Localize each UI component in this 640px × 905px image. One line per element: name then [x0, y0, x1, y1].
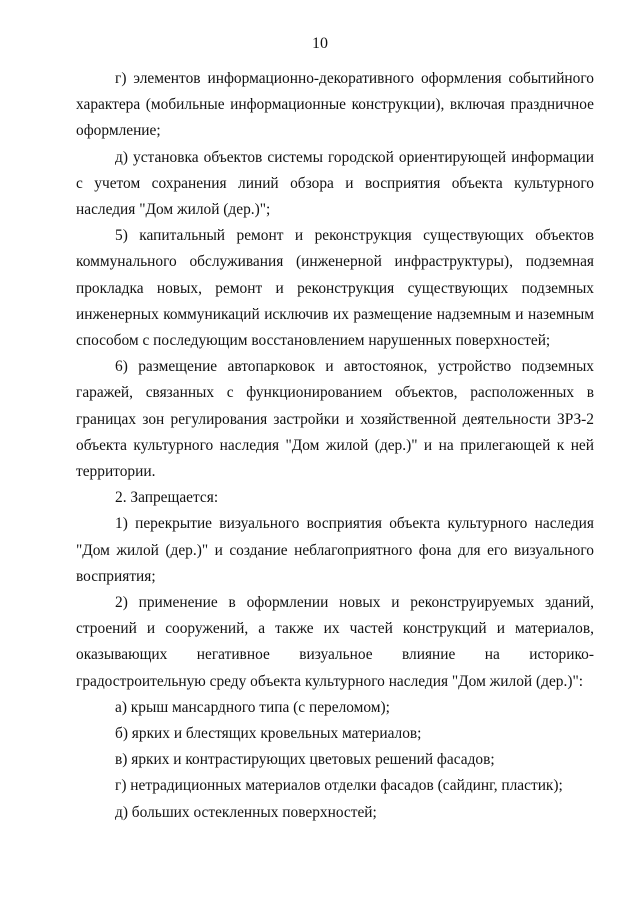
list-item: б) ярких и блестящих кровельных материалов;	[115, 725, 422, 743]
list-item: г) нетрадиционных материалов отделки фасадов (сайдинг, пластик);	[115, 777, 563, 795]
paragraph: д) установка объектов системы городской ориентирующей информации с учетом сохранения линий обзора и восприятия объекта культурного наследия "Дом жилой (дер.)";	[76, 148, 594, 219]
paragraph: 5) капитальный ремонт и реконструкция существующих объектов коммунального обслуживания (инженерной инфраструктуры), подземная прокладка новых, ремонт и реконструкция существующих подземных инженерных коммуникаций исключив их размещение надземным и наземным способом с последующим восстановлением нарушенных поверхностей;	[76, 227, 594, 350]
paragraph: г) элементов информационно-декоративного оформления событийного характера (мобильные информационные конструкции), включая праздничное оформление;	[76, 70, 594, 140]
list-item: д) больших остекленных поверхностей;	[115, 803, 377, 821]
paragraph: 6) размещение автопарковок и автостоянок, устройство подземных гаражей, связанных с функционированием объектов, расположенных в границах зон регулирования застройки и хозяйственной деятельности ЗРЗ-2 объекта культурного наследия "Дом жилой (дер.)" и на прилегающей к ней территории.	[76, 358, 594, 481]
list-item: в) ярких и контрастирующих цветовых решений фасадов;	[115, 751, 495, 769]
paragraph: 2) применение в оформлении новых и реконструируемых зданий, строений и сооружений, а также их частей конструкций и материалов, оказывающих негативное визуальное влияние на историко-градостроительную среду объекта культурного наследия "Дом жилой (дер.)":	[76, 594, 594, 690]
list-item: а) крыш мансардного типа (с переломом);	[115, 698, 390, 716]
page-number: 10	[312, 35, 328, 52]
document-body	[76, 66, 594, 826]
paragraph: 1) перекрытие визуального восприятия объекта культурного наследия "Дом жилой (дер.)" и создание неблагоприятного фона для его визуального восприятия;	[76, 515, 594, 585]
section-heading: 2. Запрещается:	[115, 489, 219, 507]
